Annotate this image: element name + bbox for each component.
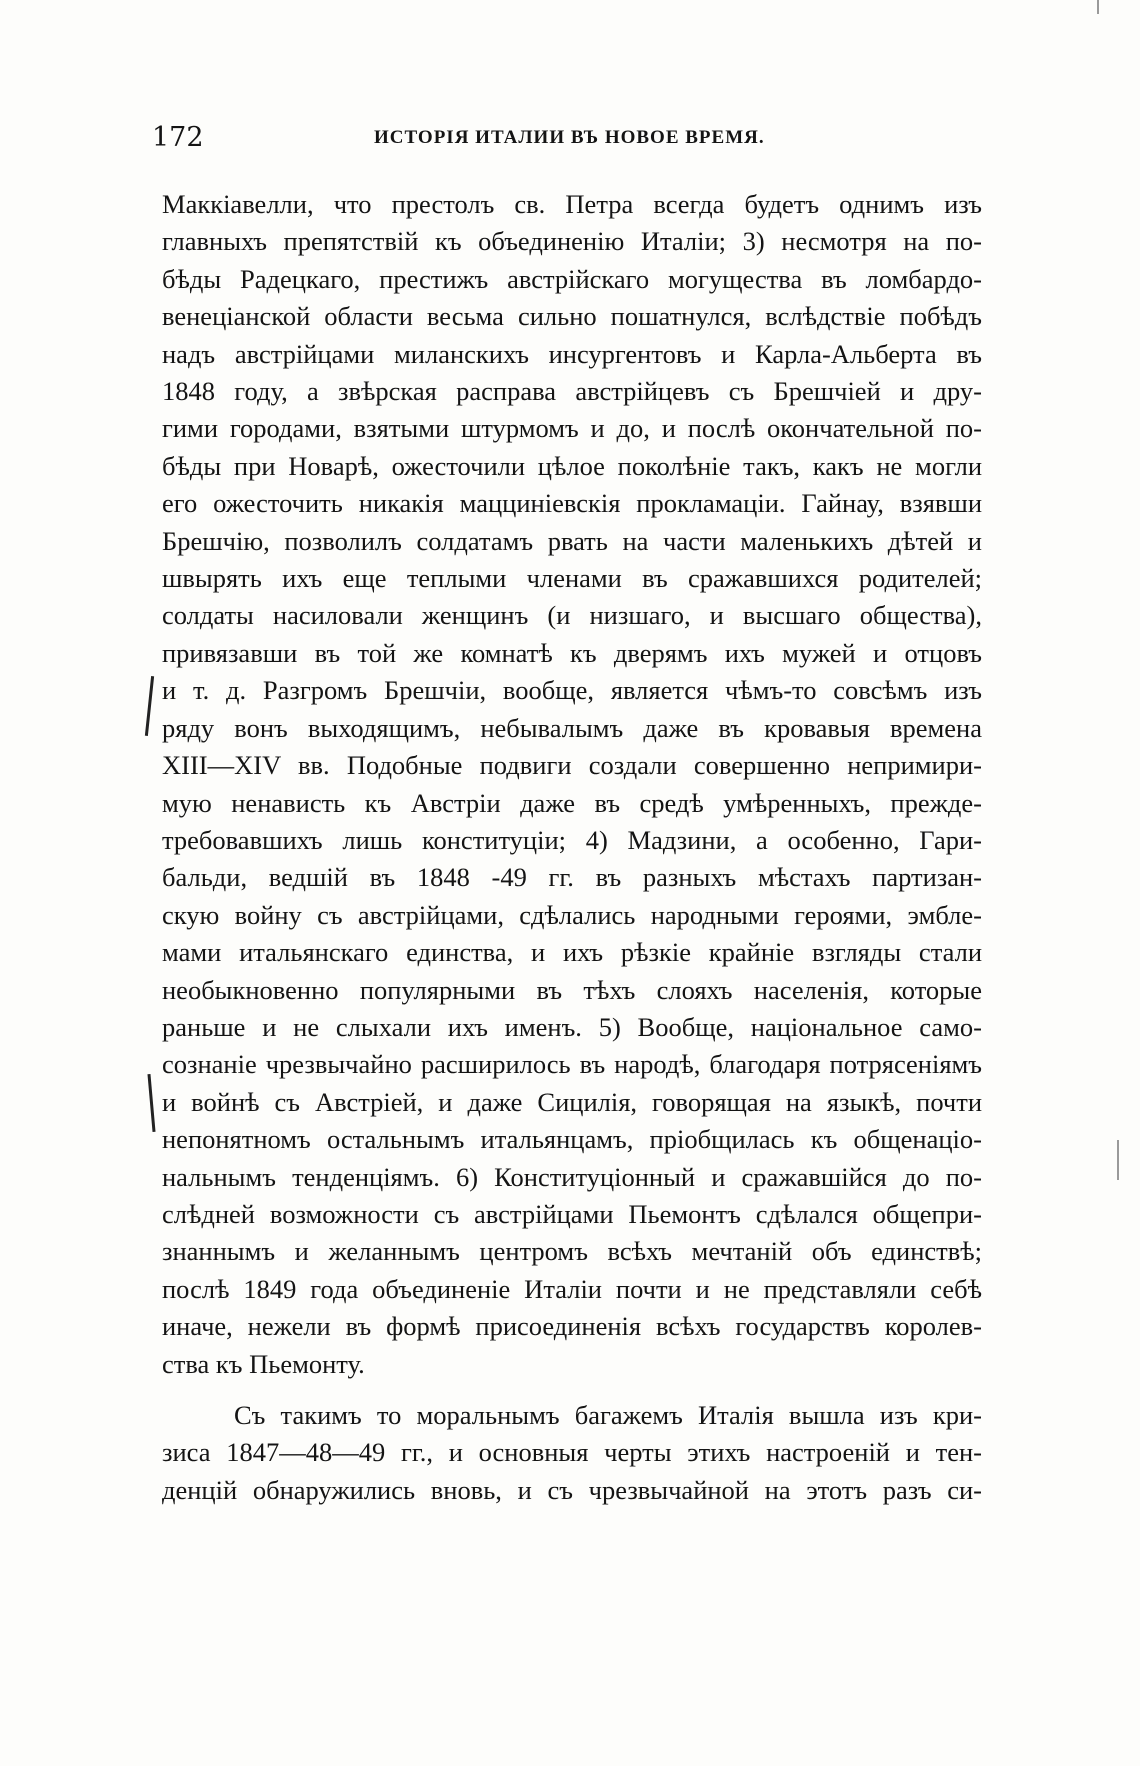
running-title: ИСТОРІЯ ИТАЛИИ ВЪ НОВОЕ ВРЕМЯ. [374, 127, 765, 148]
text-line: бальди, ведшій въ 1848 -49 гг. въ разныхъ мѣстахъ партизан- [162, 862, 982, 893]
body-text [162, 186, 982, 1509]
text-line: зиса 1847—48—49 гг., и основныя черты этихъ настроеній и тен- [162, 1437, 982, 1468]
text-line: бѣды при Новарѣ, ожесточили цѣлое поколѣніе такъ, какъ не могли [162, 450, 982, 481]
text-line: мами итальянскаго единства, и ихъ рѣзкіе крайніе взгляды стали [162, 937, 982, 968]
margin-pencil-mark [147, 1074, 155, 1132]
text-line: иначе, нежели въ формѣ присоединенія всѣхъ государствъ королев- [162, 1311, 982, 1342]
text-line: Маккіавелли, что престолъ св. Петра всегда будетъ однимъ изъ [162, 189, 982, 219]
text-line: Съ такимъ то моральнымъ багажемъ Италія вышла изъ кри- [234, 1400, 982, 1430]
text-line: сознаніе чрезвычайно расширилось въ народѣ, благодаря потрясеніямъ [162, 1049, 982, 1080]
text-line: солдаты насиловали женщинъ (и низшаго, и высшаго общества), [162, 600, 982, 631]
scan-edge-mark-top [1097, 0, 1099, 14]
text-line: XIII—XIV вв. Подобные подвиги создали совершенно непримири- [162, 750, 982, 781]
text-line: слѣдней возможности съ австрійцами Пьемонтъ сдѣлался общепри- [162, 1198, 982, 1229]
text-line: нальнымъ тенденціямъ. 6) Конституціонный и сражавшійся до по- [162, 1161, 982, 1192]
text-line: мую ненависть къ Австріи даже въ средѣ умѣренныхъ, прежде- [162, 787, 982, 818]
text-line: знаннымъ и желаннымъ центромъ всѣхъ мечтаній объ единствѣ; [162, 1236, 982, 1267]
paragraph-2 [162, 1397, 982, 1509]
text-line: раньше и не слыхали ихъ именъ. 5) Вообще, національное само- [162, 1011, 982, 1042]
text-line: Брешчію, позволилъ солдатамъ рвать на части маленькихъ дѣтей и [162, 525, 982, 556]
text-line: главныхъ препятствій къ объединенію Италіи; 3) несмотря на по- [162, 226, 982, 257]
page-header [152, 118, 982, 158]
text-line: скую войну съ австрійцами, сдѣлались народными героями, эмбле- [162, 899, 982, 930]
text-line: и войнѣ съ Австріей, и даже Сицилія, говорящая на языкѣ, почти [162, 1086, 982, 1117]
paragraph-1 [162, 186, 982, 1383]
text-line: требовавшихъ лишь конституціи; 4) Мадзини, а особенно, Гари- [162, 824, 982, 855]
page-number: 172 [152, 122, 204, 153]
text-line: бѣды Радецкаго, престижъ австрійскаго могущества въ ломбардо- [162, 263, 982, 294]
text-line: необыкновенно популярными въ тѣхъ слояхъ населенія, которые [162, 974, 982, 1005]
text-line: послѣ 1849 года объединеніе Италіи почти и не представляли себѣ [162, 1273, 982, 1304]
text-line: привязавши въ той же комнатѣ къ дверямъ ихъ мужей и отцовъ [162, 637, 982, 668]
text-line: и т. д. Разгромъ Брешчіи, вообще, является чѣмъ-то совсѣмъ изъ [162, 675, 982, 706]
text-line: гими городами, взятыми штурмомъ и до, и послѣ окончательной по- [162, 413, 982, 444]
paragraph-spacing [162, 1383, 982, 1397]
text-line: ства къ Пьемонту. [162, 1348, 365, 1379]
text-line: непонятномъ остальнымъ итальянцамъ, пріобщилась къ общенаціо- [162, 1124, 982, 1155]
text-line: 1848 году, а звѣрская расправа австрійцевъ съ Брешчіей и дру- [162, 376, 982, 407]
text-line: его ожесточить никакія мацциніевскія прокламаціи. Гайнау, взявши [162, 488, 982, 519]
text-line: ряду вонъ выходящимъ, небывалымъ даже въ кровавыя времена [162, 712, 982, 743]
text-line: надъ австрійцами миланскихъ инсургентовъ и Карла-Альберта въ [162, 338, 982, 369]
margin-pencil-mark [145, 676, 154, 736]
text-line: швырять ихъ еще теплыми членами въ сражавшихся родителей; [162, 563, 982, 594]
scan-edge-mark-right [1117, 1140, 1119, 1180]
text-line: денцій обнаружились вновь, и съ чрезвычайной на этотъ разъ си- [162, 1474, 982, 1505]
text-line: венеціанской области весьма сильно пошатнулся, вслѣдствіе побѣдъ [162, 301, 982, 332]
